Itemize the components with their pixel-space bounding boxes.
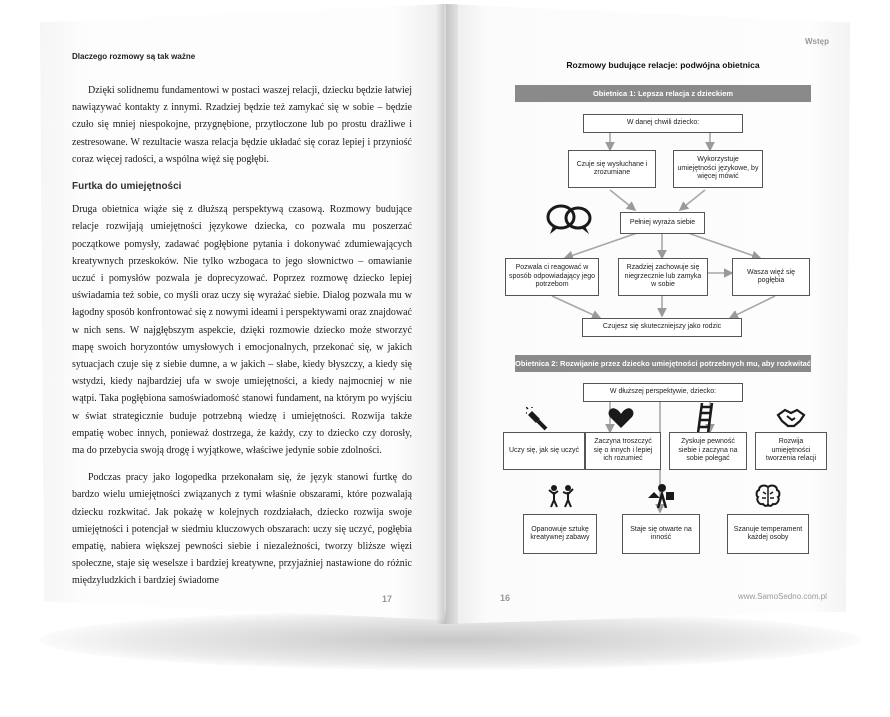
left-page-number: 17 <box>382 594 393 604</box>
promise-2-bar: Obietnica 2: Rozwijanie przez dziecko umiejętności potrzebnych mu, aby rozkwitać <box>515 355 811 372</box>
flow-box-react: Pozwala ci reagować w sposób odpowiadający jego potrzebom <box>505 258 599 296</box>
skill-box-learn: Uczy się, jak się uczyć <box>503 432 585 470</box>
speech-bubbles-icon <box>545 203 593 237</box>
promise-1-bar: Obietnica 1: Lepsza relacja z dzieckiem <box>515 85 811 102</box>
start-box: W danej chwili dziecko: <box>583 114 743 133</box>
diagram-title: Rozmowy budujące relacje: podwójna obietnica <box>566 60 760 70</box>
right-page-number: 16 <box>500 593 511 603</box>
right-running-head: Wstęp <box>805 37 829 46</box>
flow-box-heard: Czuje się wysłuchane i zrozumiane <box>568 150 656 188</box>
paragraph: Dzięki solidnemu fundamentowi w postaci waszej relacji, dziecku będzie łatwiej nawiązywać kontakty z innymi. Rzadziej będzie też zamykać się w sobie – będzie czuło się mniej niespokojne, przygnębione, przytłoczone lub po prostu drażliwe i zestresowane. W rezultacie wasza relacja będzie układać się coraz lepiej i przyniość coraz więcej radości, a wspólna więź się pogłębi. <box>72 85 412 165</box>
skill-box-play: Opanowuje sztukę kreatywnej zabawy <box>523 514 597 554</box>
flow-box-bond: Wasza więź się pogłębia <box>732 258 810 296</box>
left-running-head: Dlaczego rozmowy są tak ważne <box>72 52 196 61</box>
paragraph: Podczas pracy jako logopedka przekonałam się, że język stanowi furtkę do bardzo wielu umiejętności związanych z tymi właśnie obszarami, które pozwalają dziecku rozkwitać. Jak pokażę w kolejnych rozdziałach, dziecko rozwija swoje umiejętności i potencjał w siedmiu kluczowych obszarach: uczy się uczyć, pogłębia empatię, nabiera większej pewności siebie i niezależności, tworzy bliższe więzi społeczne, staje się weselsze i bardziej kreatywne, przyjaźniej nastawione do różnic międzyludzkich i bardziej świadome <box>72 472 412 587</box>
heart-icon <box>608 407 634 429</box>
long-term-start-box: W dłuższej perspektywie, dziecko: <box>583 383 743 402</box>
flow-box-language: Wykorzystuje umiejętności językowe, by więcej mówić <box>673 150 763 188</box>
shapes-icon <box>648 484 676 508</box>
people-playing-icon <box>546 484 576 508</box>
flow-box-behaviour: Rzadziej zachowuje się niegrzecznie lub zamyka w sobie <box>618 258 708 296</box>
paragraph: Druga obietnica wiąże się z dłuższą perspektywą czasową. Rozmowy budujące relacje rozwijają umiejętności językowe dziecka, co pozwala mu poszerzać początkowe pomysły, zadawać pogłębione pytania i dokonywać zdumiewających kreatywnych przeskoków. Nie tylko wzbogaca to jego słownictwo – omawianie uczuć i pomysłów pozwala je doprecyzować. Poprzez rozmowę dziecko lepiej uświadamia też sobie, co myśli oraz uczy się wyrażać siebie. Dialog pozwala mu w łagodny sposób konfrontować się z nowymi ideami i perspektywami oraz znajdować w nich sens. W najgłębszym aspekcie, dzięki rozmowie dziecko może stworzyć mapę swoich horyzontów umysłowych i emocjonalnych, przekonać się, w jakich sytuacjach czuje się z siebie dumne, a w jakich – słabe, kiedy błyszczy, a kiedy się wstydzi, kiedy najbardziej ufa w swoje umiejętności, a kiedy najmocniej w nie wątpi. Taka pogłębiona samoświadomość stanowi fundament, na którym po wyjściu w świat strategicznie buduje potrzebną wiedzę i umiejętności. Rozwija także empatię wobec innych, ponieważ dostrzega, że każdy, czy to dziecko czy dorosły, ma do przebycia swoją drogę i wyjątkowe, właściwe jedynie sobie zdolności. <box>72 204 412 457</box>
skill-box-confidence: Zyskuje pewność siebie i zaczyna na sobie polegać <box>669 432 747 470</box>
flow-box-express: Pełniej wyraża siebie <box>620 212 705 234</box>
brain-icon <box>755 484 781 508</box>
publisher-website: www.SamoSedno.com.pl <box>738 592 827 601</box>
skill-box-empathy: Zaczyna troszczyć się o innych i lepiej ich rozumieć <box>585 432 661 470</box>
flow-box-parent: Czujesz się skuteczniejszy jako rodzic <box>582 318 742 337</box>
handshake-icon <box>776 407 806 429</box>
skill-box-openness: Staje się otwarte na inność <box>622 514 700 554</box>
skill-box-relations: Rozwija umiejętności tworzenia relacji <box>755 432 827 470</box>
skill-box-temperament: Szanuje temperament każdej osoby <box>727 514 809 554</box>
flashlight-icon <box>526 407 550 431</box>
section-heading: Furtka do umiejętności <box>72 181 182 193</box>
ladder-icon <box>692 403 714 433</box>
